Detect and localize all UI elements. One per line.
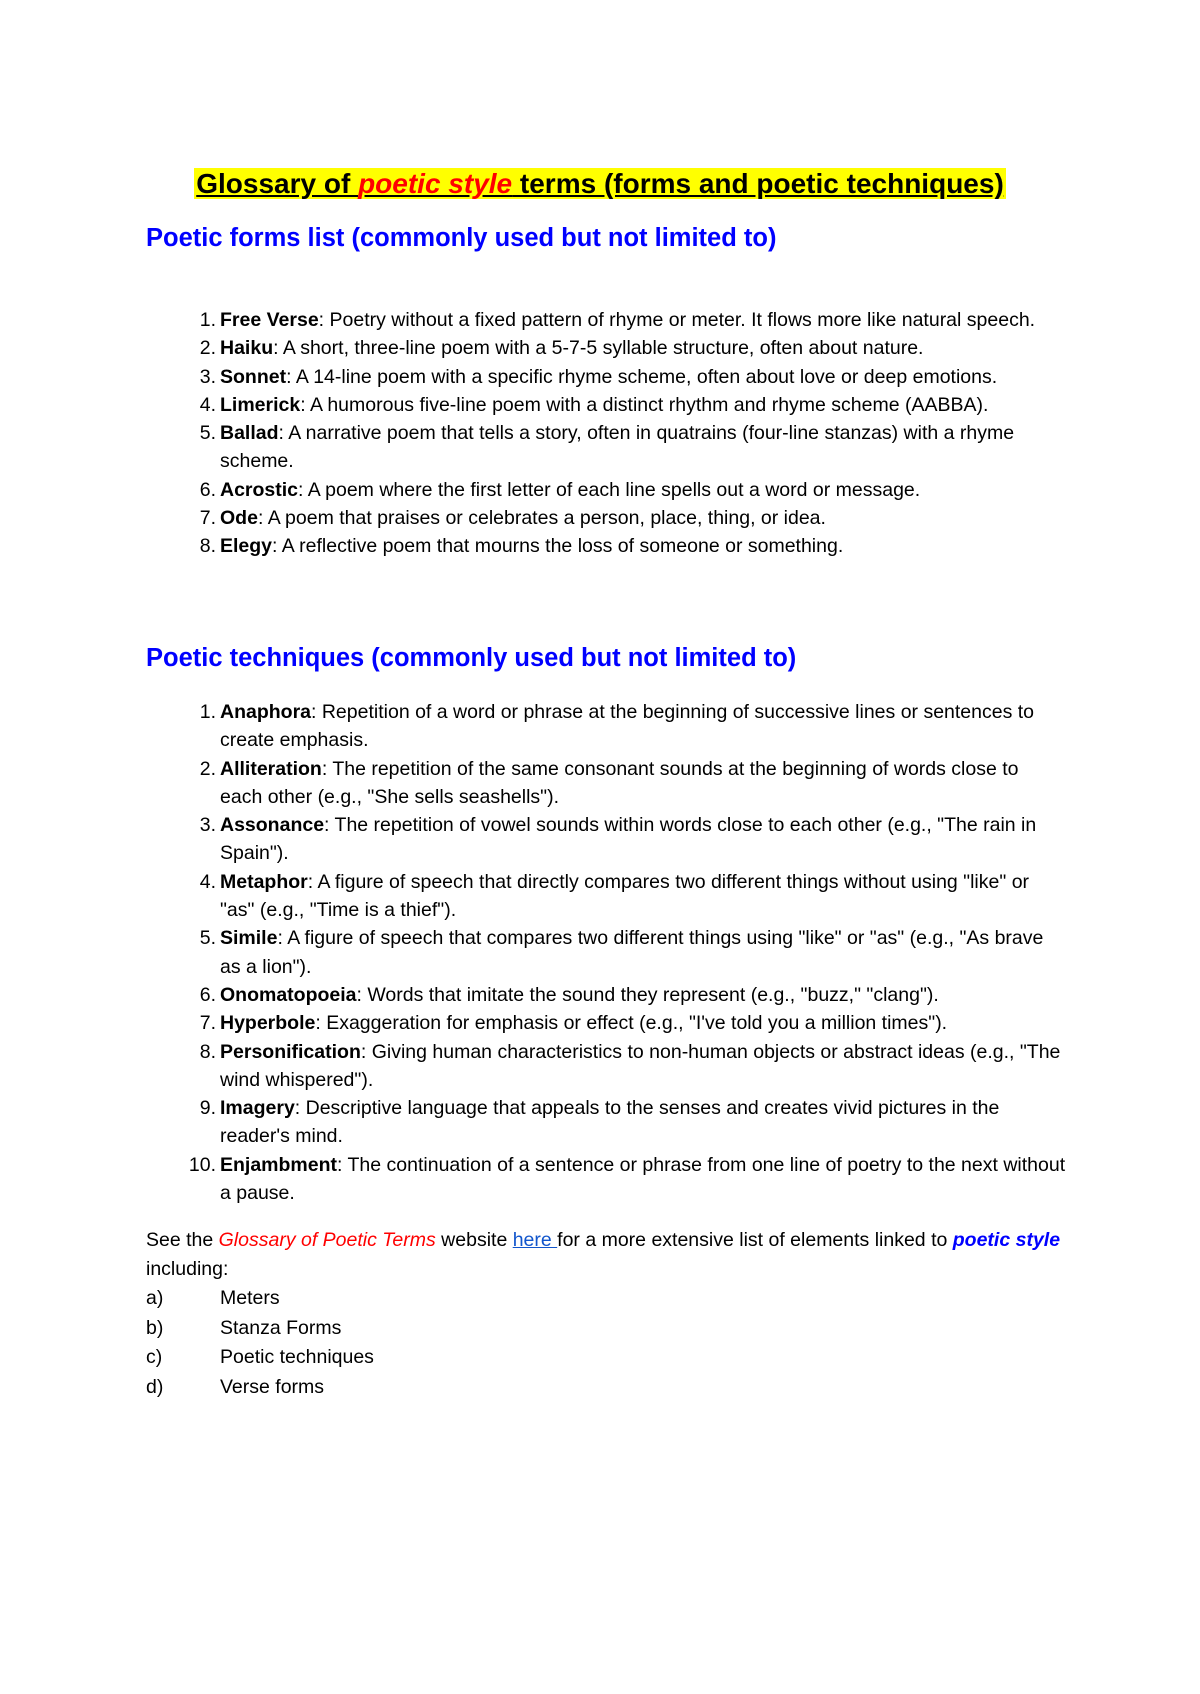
item-number: 10. — [188, 1153, 216, 1176]
term-name: Assonance — [220, 814, 325, 837]
term-definition: : The continuation of a sentence or phrase from one line of poetry to the next without a pause. — [220, 1153, 1066, 1205]
item-number: 8. — [199, 535, 216, 558]
term-definition: : A humorous five-line poem with a distinct rhythm and rhyme scheme (AABBA). — [300, 393, 989, 416]
term-definition: : Giving human characteristics to non-human objects or abstract ideas (e.g., "The wind whispered"). — [220, 1040, 1061, 1091]
term-definition: : A poem that praises or celebrates a person, place, thing, or idea. — [257, 507, 826, 530]
item-letter: c) — [146, 1346, 163, 1368]
term-definition: : The repetition of the same consonant sounds at the beginning of words close to each other (e.g., "She sells seashells"). — [220, 757, 1019, 808]
note-text-2: website — [435, 1229, 513, 1251]
forms-heading: Poetic forms list (commonly used but not limited to) — [146, 224, 777, 252]
term-name: Anaphora — [220, 701, 312, 723]
term-name: Personification — [220, 1040, 361, 1063]
term-name: Free Verse — [220, 309, 319, 331]
element-label: Stanza Forms — [220, 1316, 342, 1339]
element-label: Meters — [220, 1287, 280, 1309]
techniques-list — [146, 698, 1066, 1207]
term-definition: : A 14-line poem with a specific rhyme scheme, often about love or deep emotions. — [286, 365, 998, 388]
element-label: Poetic techniques — [220, 1346, 374, 1368]
title-prefix: Glossary of — [196, 168, 359, 199]
note-emphasis: poetic style — [952, 1229, 1061, 1251]
term-definition: : Exaggeration for emphasis or effect (e.g., "I've told you a million times"). — [315, 1012, 948, 1035]
list-item — [146, 391, 1066, 419]
item-letter: b) — [146, 1316, 164, 1339]
title-highlight — [194, 168, 1006, 199]
item-letter: a) — [146, 1287, 164, 1309]
term-definition: : A short, three-line poem with a 5-7-5 syllable structure, often about nature. — [273, 337, 924, 360]
note-text-3: for a more extensive list of elements linked to — [557, 1229, 953, 1251]
item-number: 7. — [199, 1012, 216, 1035]
term-definition: : A reflective poem that mourns the loss of someone or something. — [272, 535, 844, 558]
item-number: 1. — [199, 309, 216, 331]
term-definition: : Words that imitate the sound they represent (e.g., "buzz," "clang"). — [356, 983, 939, 1006]
list-item — [146, 476, 1066, 504]
glossary-site-name: Glossary of Poetic Terms — [218, 1229, 436, 1251]
title-suffix: terms (forms and poetic techniques) — [512, 168, 1004, 199]
list-item — [146, 1373, 1046, 1403]
term-name: Sonnet — [220, 365, 287, 388]
item-number: 4. — [199, 870, 216, 893]
list-item — [146, 981, 1066, 1009]
list-item — [146, 1094, 1066, 1151]
list-item — [146, 698, 1066, 755]
item-number: 1. — [199, 701, 216, 723]
list-item — [146, 532, 1066, 560]
term-name: Limerick — [220, 393, 301, 416]
techniques-heading: Poetic techniques (commonly used but not limited to) — [146, 644, 797, 672]
page-title — [0, 166, 1200, 202]
term-name: Alliteration — [220, 757, 322, 780]
list-item — [146, 811, 1066, 868]
term-definition: : A figure of speech that compares two different things using "like" or "as" (e.g., "As brave as a lion"). — [220, 927, 1044, 978]
elements-list — [146, 1284, 1046, 1402]
term-name: Ode — [220, 507, 258, 530]
list-item — [146, 419, 1066, 476]
item-number: 3. — [199, 365, 216, 388]
term-definition: : A narrative poem that tells a story, often in quatrains (four-line stanzas) with a rhyme scheme. — [220, 422, 1015, 473]
term-name: Haiku — [220, 337, 274, 360]
item-number: 5. — [199, 927, 216, 950]
note-text-4: including: — [146, 1258, 229, 1280]
term-definition: : A figure of speech that directly compares two different things without using "like" or "as" (e.g., "Time is a thief"). — [220, 870, 1030, 922]
term-name: Hyperbole — [220, 1012, 316, 1035]
note-text-1: See the — [146, 1229, 219, 1251]
term-name: Simile — [220, 927, 278, 950]
item-number: 2. — [199, 337, 216, 360]
item-number: 6. — [199, 983, 216, 1006]
item-number: 8. — [199, 1040, 216, 1063]
list-item — [146, 306, 1066, 334]
term-name: Elegy — [220, 535, 273, 558]
list-item — [146, 1284, 1046, 1314]
element-label: Verse forms — [220, 1375, 325, 1398]
item-number: 9. — [199, 1097, 216, 1120]
list-item — [146, 924, 1066, 981]
term-definition: : Descriptive language that appeals to the senses and creates vivid pictures in the reader's mind. — [220, 1097, 1000, 1148]
title-accent: poetic style — [358, 168, 513, 199]
item-number: 2. — [199, 757, 216, 780]
term-definition: : A poem where the first letter of each line spells out a word or message. — [298, 478, 921, 501]
term-definition: : Repetition of a word or phrase at the beginning of successive lines or sentences to create emphasis. — [220, 701, 1035, 752]
list-item — [146, 334, 1066, 362]
list-item — [146, 1314, 1046, 1344]
list-item — [146, 1038, 1066, 1095]
item-number: 4. — [199, 393, 216, 416]
item-number: 7. — [199, 507, 216, 530]
term-name: Onomatopoeia — [220, 983, 357, 1006]
list-item — [146, 755, 1066, 812]
term-name: Metaphor — [220, 870, 308, 893]
list-item — [146, 363, 1066, 391]
reference-note — [146, 1226, 1066, 1284]
term-name: Ballad — [220, 422, 279, 445]
here-link[interactable]: here — [512, 1229, 558, 1251]
item-number: 6. — [199, 478, 216, 501]
list-item — [146, 868, 1066, 925]
item-number: 5. — [199, 422, 216, 445]
item-letter: d) — [146, 1375, 164, 1398]
list-item — [146, 1151, 1066, 1208]
term-definition: : Poetry without a fixed pattern of rhyme or meter. It flows more like natural speech. — [318, 309, 1036, 331]
term-definition: : The repetition of vowel sounds within words close to each other (e.g., "The rain in Spain"). — [220, 814, 1037, 865]
list-item — [146, 1343, 1046, 1373]
list-item — [146, 1009, 1066, 1037]
forms-list — [146, 306, 1066, 561]
list-item — [146, 504, 1066, 532]
term-name: Acrostic — [220, 478, 299, 501]
term-name: Enjambment — [220, 1153, 338, 1176]
item-number: 3. — [199, 814, 216, 837]
term-name: Imagery — [220, 1097, 295, 1120]
